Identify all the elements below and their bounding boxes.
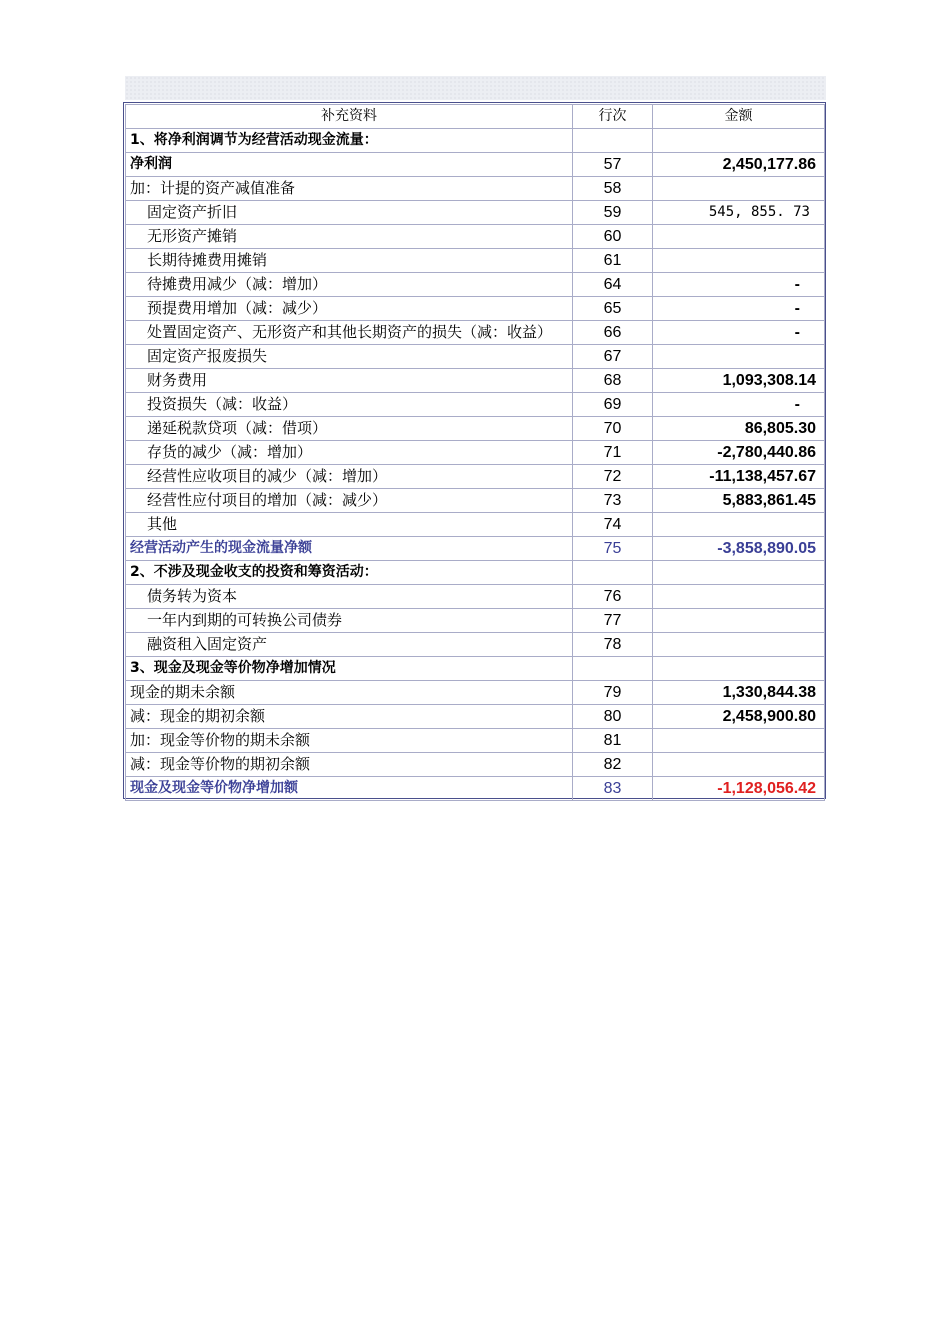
row-amount	[653, 657, 825, 681]
row-label: 投资损失（减：收益）	[126, 393, 573, 417]
row-label: 待摊费用减少（减：增加）	[126, 273, 573, 297]
row-line: 65	[573, 297, 653, 321]
row-label: 经营活动产生的现金流量净额	[126, 537, 573, 561]
subtotal-row	[126, 537, 825, 561]
table-row	[126, 369, 825, 393]
table-row	[126, 609, 825, 633]
row-line: 79	[573, 681, 653, 705]
table-row	[126, 273, 825, 297]
row-label: 减：现金等价物的期初余额	[126, 753, 573, 777]
row-amount: 1,330,844.38	[653, 681, 825, 705]
row-amount	[653, 225, 825, 249]
table-row	[126, 465, 825, 489]
row-line: 75	[573, 537, 653, 561]
row-line: 57	[573, 153, 653, 177]
row-label: 现金的期未余额	[126, 681, 573, 705]
table-row	[126, 225, 825, 249]
row-line: 58	[573, 177, 653, 201]
row-amount	[653, 513, 825, 537]
row-amount: 2,450,177.86	[653, 153, 825, 177]
row-amount: -2,780,440.86	[653, 441, 825, 465]
row-amount	[653, 249, 825, 273]
row-line: 61	[573, 249, 653, 273]
row-label: 经营性应收项目的减少（减：增加）	[126, 465, 573, 489]
row-amount	[653, 345, 825, 369]
row-amount: -1,128,056.42	[653, 777, 825, 801]
row-amount: 5,883,861.45	[653, 489, 825, 513]
row-label: 处置固定资产、无形资产和其他长期资产的损失（减：收益）	[126, 321, 573, 345]
row-label: 固定资产报废损失	[126, 345, 573, 369]
row-label: 3、现金及现金等价物净增加情况	[126, 657, 573, 681]
row-amount	[653, 729, 825, 753]
section-heading-row	[126, 129, 825, 153]
row-label: 净利润	[126, 153, 573, 177]
header-item: 补充资料	[126, 105, 573, 129]
row-amount: 2,458,900.80	[653, 705, 825, 729]
supplementary-cashflow-table	[123, 102, 826, 799]
row-label: 减：现金的期初余额	[126, 705, 573, 729]
row-label: 其他	[126, 513, 573, 537]
table-row	[126, 633, 825, 657]
row-amount	[653, 753, 825, 777]
row-line: 68	[573, 369, 653, 393]
row-label: 融资租入固定资产	[126, 633, 573, 657]
table-row	[126, 345, 825, 369]
row-amount: -	[653, 321, 825, 345]
row-line: 82	[573, 753, 653, 777]
row-amount: -3,858,890.05	[653, 537, 825, 561]
row-amount: -	[653, 297, 825, 321]
table-row	[126, 393, 825, 417]
table-row	[126, 489, 825, 513]
row-line: 80	[573, 705, 653, 729]
row-label: 存货的减少（减：增加）	[126, 441, 573, 465]
row-amount: 1,093,308.14	[653, 369, 825, 393]
row-amount: 545, 855. 73	[653, 201, 825, 225]
row-label: 现金及现金等价物净增加额	[126, 777, 573, 801]
section-heading-row	[126, 561, 825, 585]
row-label: 一年内到期的可转换公司债券	[126, 609, 573, 633]
row-amount	[653, 633, 825, 657]
row-line: 64	[573, 273, 653, 297]
row-line: 72	[573, 465, 653, 489]
table-row	[126, 585, 825, 609]
row-line	[573, 129, 653, 153]
table-row	[126, 297, 825, 321]
table-row	[126, 153, 825, 177]
total-row	[126, 777, 825, 801]
row-label: 递延税款贷项（减：借项）	[126, 417, 573, 441]
table-row	[126, 681, 825, 705]
row-line	[573, 561, 653, 585]
cashflow-table	[125, 104, 825, 801]
row-line: 78	[573, 633, 653, 657]
row-amount: -	[653, 273, 825, 297]
row-label: 预提费用增加（减：减少）	[126, 297, 573, 321]
row-line: 69	[573, 393, 653, 417]
row-line: 83	[573, 777, 653, 801]
row-line: 59	[573, 201, 653, 225]
table-row	[126, 321, 825, 345]
row-amount	[653, 585, 825, 609]
row-label: 加：现金等价物的期未余额	[126, 729, 573, 753]
table-row	[126, 249, 825, 273]
header-amount: 金额	[653, 105, 825, 129]
row-amount: -11,138,457.67	[653, 465, 825, 489]
table-row	[126, 177, 825, 201]
row-label: 1、将净利润调节为经营活动现金流量：	[126, 129, 573, 153]
row-line: 66	[573, 321, 653, 345]
row-label: 债务转为资本	[126, 585, 573, 609]
table-row	[126, 513, 825, 537]
row-line: 73	[573, 489, 653, 513]
row-amount	[653, 177, 825, 201]
row-line: 81	[573, 729, 653, 753]
row-amount	[653, 561, 825, 585]
table-row	[126, 753, 825, 777]
row-line	[573, 657, 653, 681]
row-label: 财务费用	[126, 369, 573, 393]
table-row	[126, 417, 825, 441]
row-line: 60	[573, 225, 653, 249]
row-label: 固定资产折旧	[126, 201, 573, 225]
table-row	[126, 441, 825, 465]
row-label: 2、不涉及现金收支的投资和筹资活动：	[126, 561, 573, 585]
row-line: 71	[573, 441, 653, 465]
row-label: 长期待摊费用摊销	[126, 249, 573, 273]
table-row	[126, 705, 825, 729]
row-amount: 86,805.30	[653, 417, 825, 441]
row-label: 经营性应付项目的增加（减：减少）	[126, 489, 573, 513]
table-row	[126, 201, 825, 225]
row-label: 加：计提的资产减值准备	[126, 177, 573, 201]
row-amount	[653, 129, 825, 153]
header-line: 行次	[573, 105, 653, 129]
row-line: 77	[573, 609, 653, 633]
row-line: 76	[573, 585, 653, 609]
row-amount	[653, 609, 825, 633]
row-amount: -	[653, 393, 825, 417]
row-line: 74	[573, 513, 653, 537]
row-label: 无形资产摊销	[126, 225, 573, 249]
section-heading-row	[126, 657, 825, 681]
table-header-row	[126, 105, 825, 129]
table-row	[126, 729, 825, 753]
row-line: 70	[573, 417, 653, 441]
row-line: 67	[573, 345, 653, 369]
header-band	[125, 76, 826, 100]
